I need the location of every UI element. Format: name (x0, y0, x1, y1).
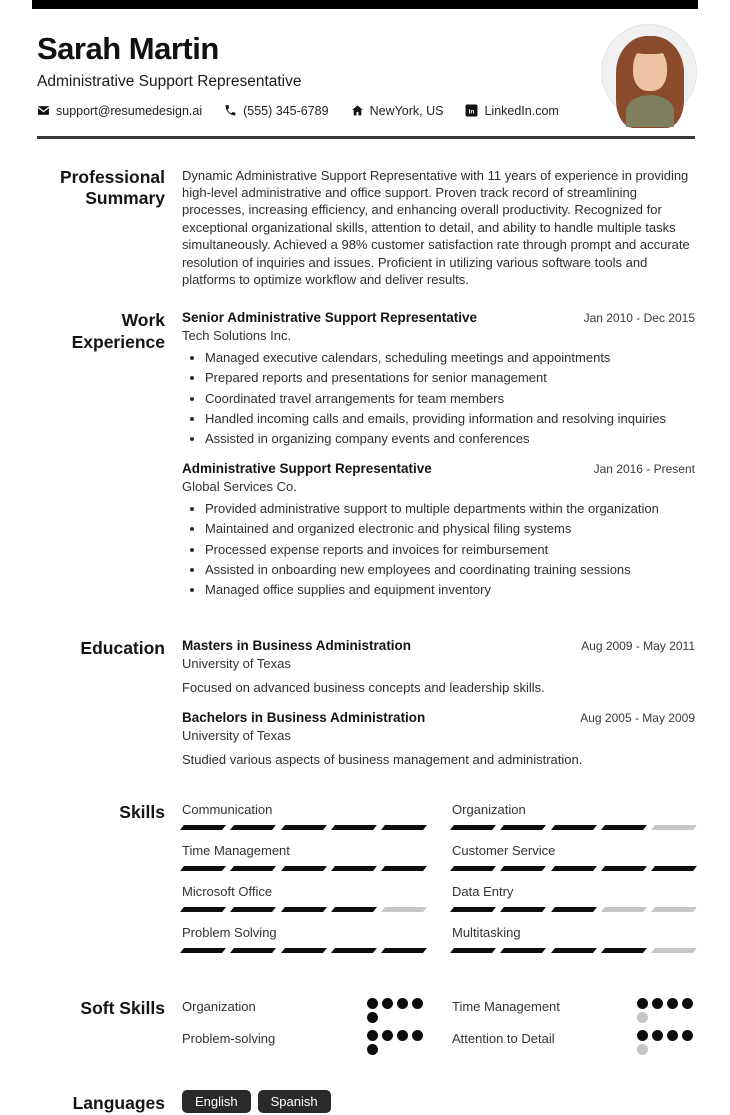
seg-filled (500, 866, 546, 871)
sections (0, 167, 730, 1115)
section-label-summary: Professional Summary (59, 166, 165, 209)
person-job-title: Administrative Support Representative (37, 72, 302, 90)
dot-filled (667, 1030, 678, 1041)
section-professional-summary (37, 167, 695, 289)
skill-item (182, 884, 425, 912)
section-label-soft-skills: Soft Skills (80, 997, 165, 1018)
job-bullet: • Assisted in onboarding new employees and coordinating training sessions (205, 562, 695, 579)
language-list (182, 1090, 695, 1113)
section-soft-skills (37, 998, 695, 1062)
contact-phone-text: (555) 345-6789 (243, 103, 329, 118)
dot-filled (397, 998, 408, 1009)
job-company: Tech Solutions Inc. (182, 328, 292, 344)
skill-meter (452, 866, 695, 871)
section-education (37, 638, 695, 768)
contact-linkedin-text: LinkedIn.com (484, 103, 559, 118)
skill-meter (182, 866, 425, 871)
job-entry (182, 461, 695, 598)
contact-location-text: NewYork, US (369, 103, 444, 118)
seg-filled (180, 866, 226, 871)
dot-filled (412, 998, 423, 1009)
seg-filled (551, 825, 597, 830)
skill-name: Data Entry (452, 883, 514, 899)
contact-email[interactable] (37, 104, 202, 118)
seg-filled (230, 866, 276, 871)
seg-filled (331, 825, 377, 830)
dot-filled (682, 998, 693, 1009)
skill-name: Time Management (182, 842, 290, 858)
soft-skill-name: Attention to Detail (452, 1030, 555, 1046)
contact-email-text: support@resumedesign.ai (56, 103, 203, 118)
job-bullet: • Provided administrative support to multiple departments within the organization (205, 501, 695, 518)
skill-meter (452, 825, 695, 830)
job-entry (182, 310, 695, 447)
seg-filled (180, 907, 226, 912)
seg-empty (601, 907, 647, 912)
degree-dates: Aug 2009 - May 2011 (581, 638, 695, 653)
degree-description: Studied various aspects of business management and administration. (182, 751, 583, 767)
seg-filled (601, 948, 647, 953)
job-bullet: • Coordinated travel arrangements for team members (205, 391, 695, 408)
job-list (182, 310, 695, 601)
dot-filled (652, 998, 663, 1009)
soft-skills-grid (182, 998, 695, 1062)
section-languages (37, 1090, 695, 1115)
seg-filled (551, 948, 597, 953)
dot-filled (412, 1030, 423, 1041)
section-label-languages: Languages (72, 1092, 165, 1113)
seg-empty (651, 825, 697, 830)
header-divider (37, 136, 695, 139)
skill-meter (182, 907, 425, 912)
seg-filled (500, 825, 546, 830)
degree-school: University of Texas (182, 727, 291, 743)
degree-list (182, 638, 695, 768)
job-bullet: • Assisted in organizing company events and conferences (205, 431, 695, 448)
seg-filled (331, 907, 377, 912)
seg-filled (601, 825, 647, 830)
contact-phone[interactable] (224, 104, 328, 118)
seg-filled (450, 907, 496, 912)
section-work-experience (37, 310, 695, 601)
soft-skill-dots (367, 1030, 425, 1055)
degree-title: Bachelors in Business Administration (182, 709, 426, 725)
dot-filled (367, 998, 378, 1009)
person-name: Sarah Martin (37, 31, 219, 66)
photo-shirt (626, 95, 674, 127)
contact-linkedin[interactable] (465, 104, 558, 118)
job-bullet: • Processed expense reports and invoices for reimbursement (205, 542, 695, 559)
summary-text: Dynamic Administrative Support Representative with 11 years of experience in providing high-level administrative and office support. Proven track record of streamlining processes, increasing efficiency, and enhancing overall productivity. Recognized for exceptional organizational skills, attention to detail, and ability to handle multiple tasks simultaneously. Achieved a 98% customer satisfaction rate through prompt and accurate resolution of inquiries and issues. Proficient in utilizing various software tools and platforms to optimize workflow and deliver results. (182, 167, 690, 287)
svg-text:in: in (469, 108, 475, 116)
seg-empty (651, 948, 697, 953)
home-icon (351, 104, 364, 117)
seg-filled (230, 948, 276, 953)
soft-skill-item (452, 998, 695, 1023)
section-label-skills: Skills (119, 801, 165, 822)
skill-item (182, 802, 425, 830)
soft-skill-dots (637, 1030, 695, 1055)
soft-skill-dots (637, 998, 695, 1023)
skill-meter (452, 907, 695, 912)
seg-filled (230, 825, 276, 830)
degree-description: Focused on advanced business concepts and leadership skills. (182, 679, 545, 695)
dot-filled (667, 998, 678, 1009)
skill-item (452, 925, 695, 953)
seg-filled (180, 948, 226, 953)
skill-name: Microsoft Office (182, 883, 273, 899)
soft-skill-dots (367, 998, 425, 1023)
header (0, 0, 730, 118)
degree-dates: Aug 2005 - May 2009 (580, 710, 695, 725)
job-bullet: • Managed office supplies and equipment inventory (205, 582, 695, 599)
dot-filled (382, 1030, 393, 1041)
section-skills (37, 802, 695, 966)
seg-filled (500, 948, 546, 953)
seg-filled (230, 907, 276, 912)
skill-item (452, 843, 695, 871)
seg-filled (381, 948, 427, 953)
job-company: Global Services Co. (182, 479, 297, 495)
dot-filled (367, 1030, 378, 1041)
soft-skill-name: Time Management (452, 998, 560, 1014)
seg-filled (281, 825, 327, 830)
dot-filled (397, 1030, 408, 1041)
seg-filled (651, 866, 697, 871)
job-bullets (182, 350, 695, 447)
soft-skill-item (182, 1030, 425, 1055)
skill-name: Customer Service (452, 842, 556, 858)
job-bullet: • Managed executive calendars, scheduling meetings and appointments (205, 350, 695, 367)
skill-meter (182, 825, 425, 830)
section-label-education: Education (80, 637, 165, 658)
skill-item (452, 802, 695, 830)
job-bullet: • Prepared reports and presentations for senior management (205, 370, 695, 387)
dot-filled (382, 998, 393, 1009)
dot-filled (367, 1044, 378, 1055)
seg-filled (281, 948, 327, 953)
skill-name: Organization (452, 801, 526, 817)
dot-filled (367, 1012, 378, 1023)
seg-filled (331, 866, 377, 871)
seg-filled (601, 866, 647, 871)
dot-filled (637, 1030, 648, 1041)
skill-meter (452, 948, 695, 953)
photo-fringe (629, 38, 671, 54)
seg-filled (450, 825, 496, 830)
job-dates: Jan 2010 - Dec 2015 (583, 311, 695, 326)
skill-item (182, 925, 425, 953)
email-icon (37, 104, 50, 117)
skill-item (182, 843, 425, 871)
seg-filled (551, 907, 597, 912)
job-bullet: • Handled incoming calls and emails, providing information and resolving inquiries (205, 411, 695, 428)
skill-name: Problem Solving (182, 924, 277, 940)
section-label-experience: Work Experience (71, 310, 165, 353)
linkedin-icon (465, 104, 478, 117)
dot-empty (637, 1044, 648, 1055)
dot-empty (637, 1012, 648, 1023)
job-bullet: • Maintained and organized electronic and physical filing systems (205, 521, 695, 538)
contact-row (37, 104, 695, 118)
phone-icon (224, 104, 237, 117)
skills-grid (182, 802, 695, 966)
seg-empty (651, 907, 697, 912)
dot-filled (682, 1030, 693, 1041)
degree-school: University of Texas (182, 655, 291, 671)
job-title: Senior Administrative Support Representative (182, 310, 478, 326)
skill-item (452, 884, 695, 912)
contact-location (351, 104, 444, 118)
degree-entry (182, 638, 695, 696)
profile-photo (601, 24, 697, 120)
skill-name: Multitasking (452, 924, 521, 940)
soft-skill-item (182, 998, 425, 1023)
seg-filled (500, 907, 546, 912)
soft-skill-item (452, 1030, 695, 1055)
degree-entry (182, 710, 695, 768)
seg-filled (450, 948, 496, 953)
seg-empty (381, 907, 427, 912)
job-bullets (182, 501, 695, 598)
degree-title: Masters in Business Administration (182, 637, 412, 653)
seg-filled (281, 866, 327, 871)
seg-filled (381, 825, 427, 830)
skill-meter (182, 948, 425, 953)
soft-skill-name: Organization (182, 998, 256, 1014)
skill-name: Communication (182, 801, 273, 817)
seg-filled (331, 948, 377, 953)
seg-filled (381, 866, 427, 871)
language-pill: Spanish (258, 1090, 331, 1113)
soft-skill-name: Problem-solving (182, 1030, 276, 1046)
seg-filled (450, 866, 496, 871)
seg-filled (281, 907, 327, 912)
language-pill: English (182, 1090, 251, 1113)
seg-filled (551, 866, 597, 871)
job-dates: Jan 2016 - Present (593, 462, 695, 477)
job-title: Administrative Support Representative (182, 461, 432, 477)
dot-filled (652, 1030, 663, 1041)
seg-filled (180, 825, 226, 830)
dot-filled (637, 998, 648, 1009)
